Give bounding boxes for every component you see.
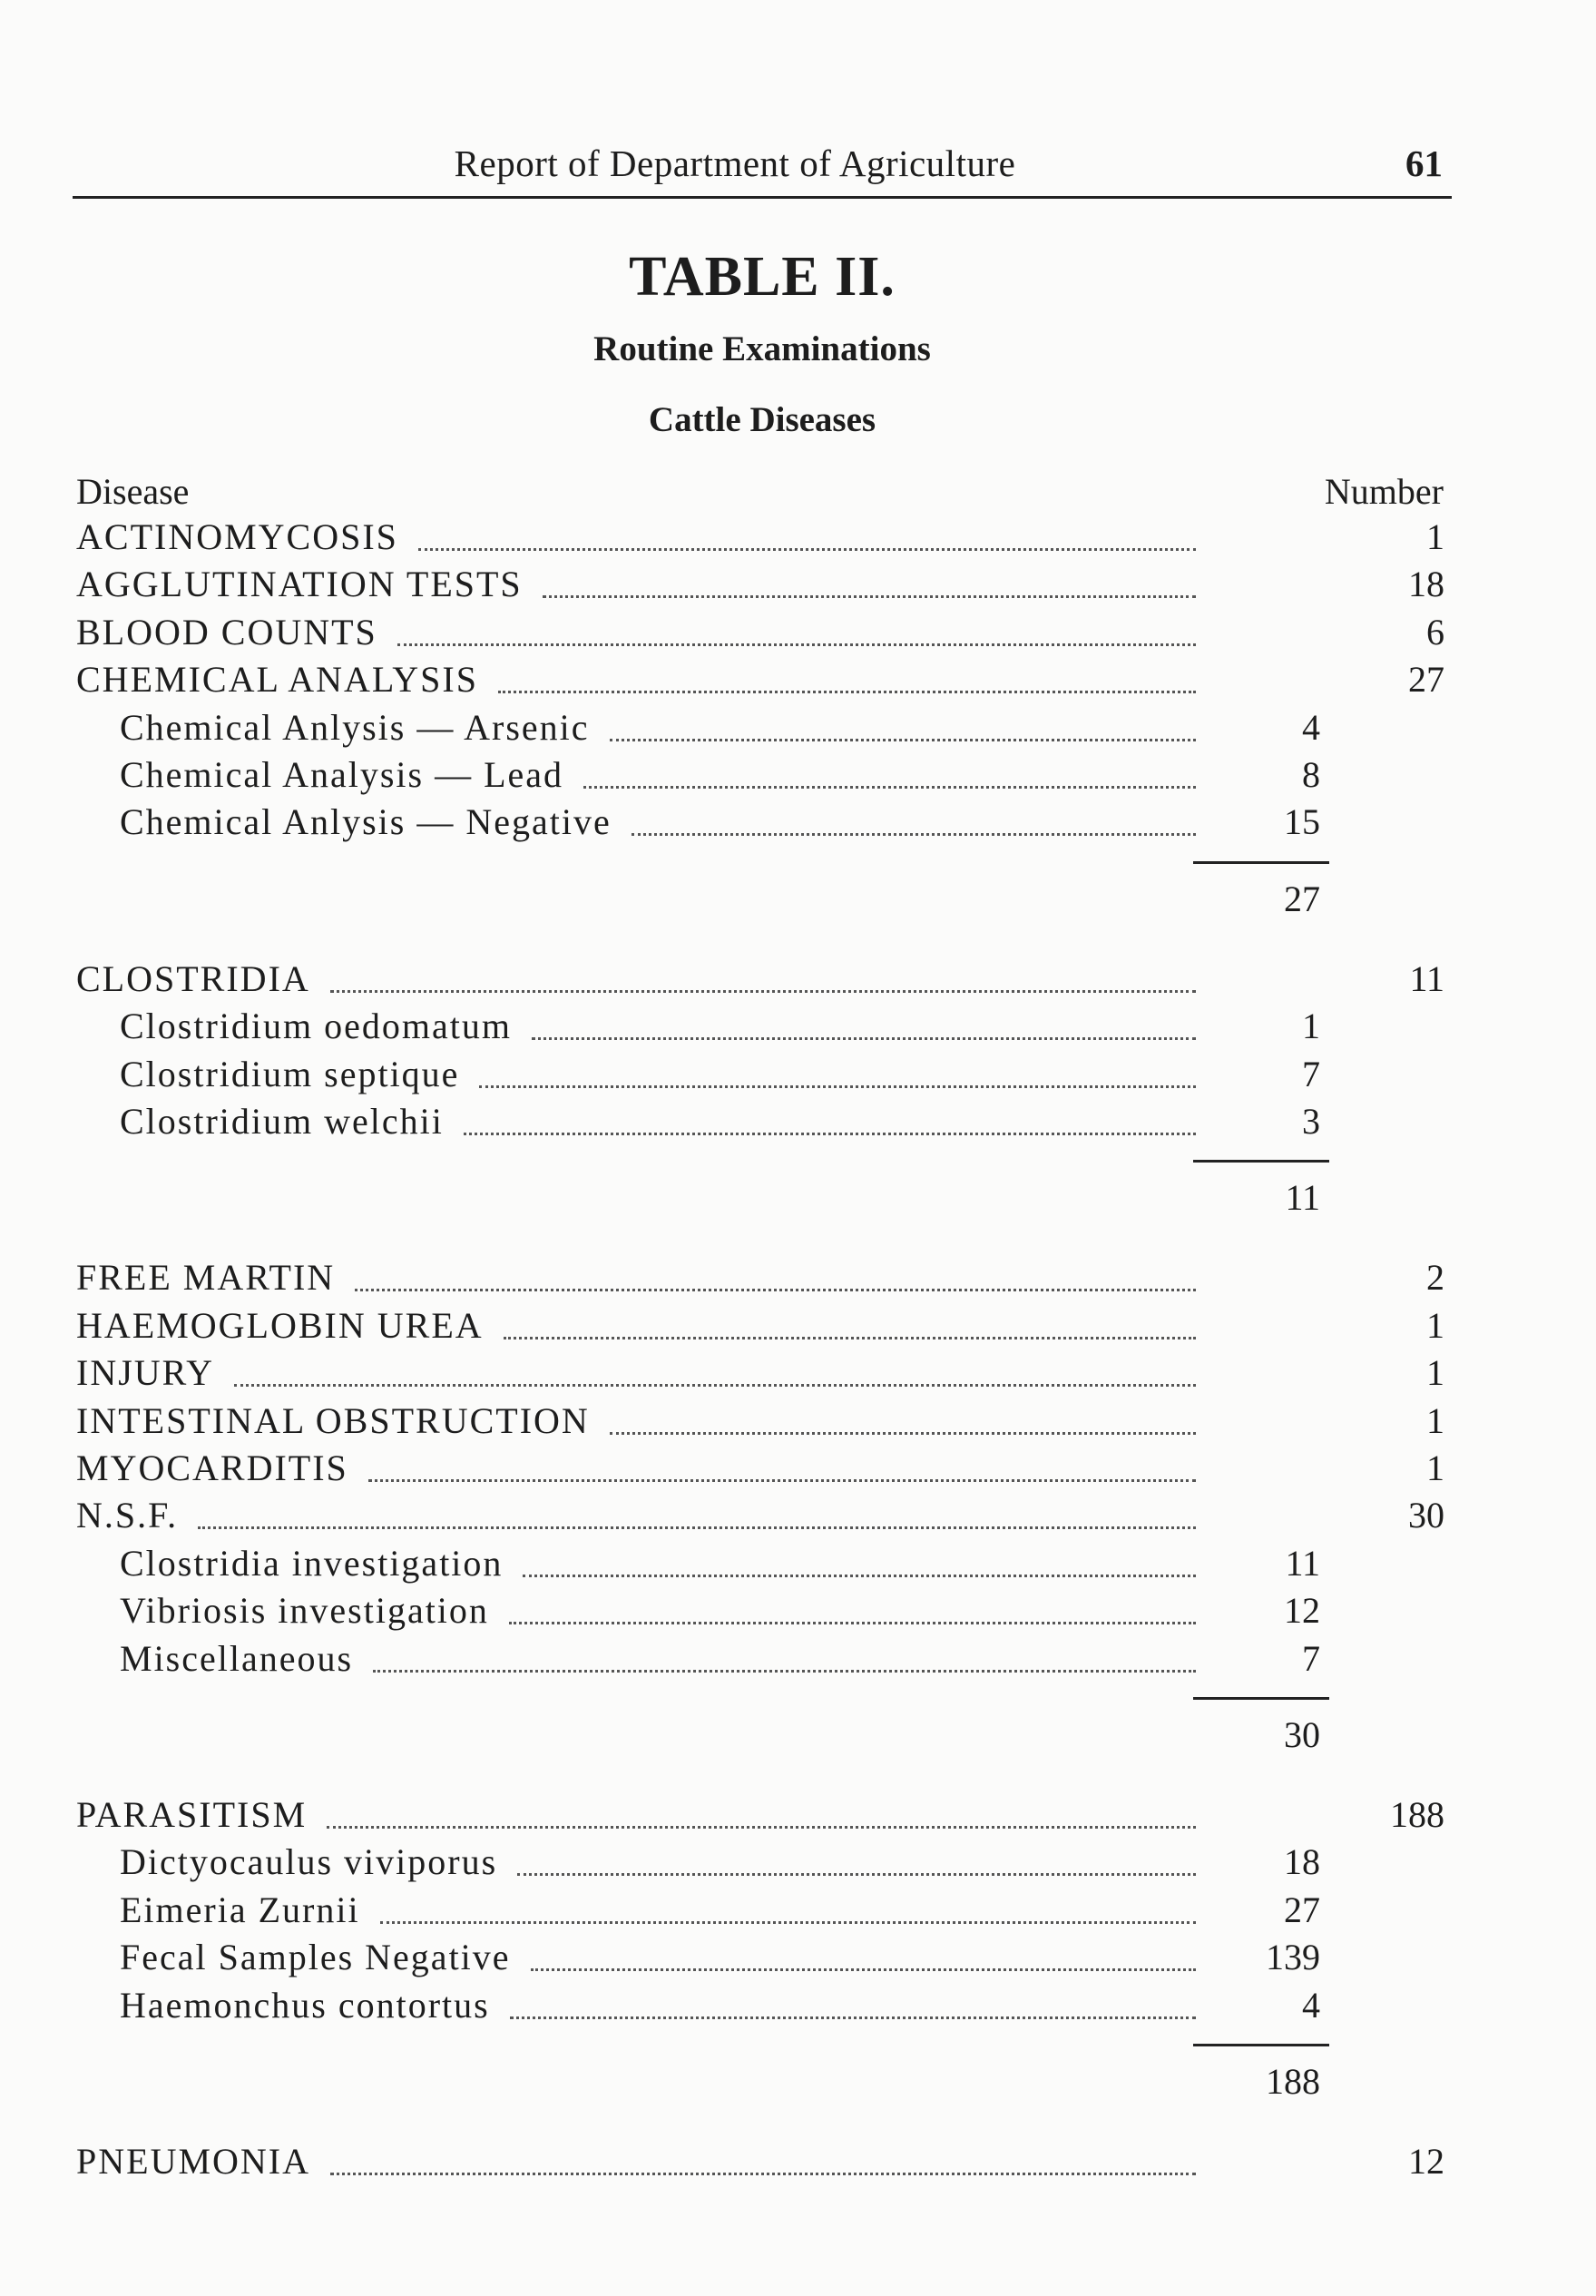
table-section-heading: Cattle Diseases <box>648 400 876 439</box>
table-row <box>76 514 1452 561</box>
table-row <box>76 1349 1452 1397</box>
table-subrow <box>120 1887 1452 1934</box>
table-row <box>76 956 1452 1003</box>
subrow-label: Dictyocaulus viviporus <box>120 1841 498 1883</box>
total-value: 188 <box>1390 1794 1444 1835</box>
table-row <box>76 1302 1452 1349</box>
subrow-label: Clostridia investigation <box>120 1542 504 1584</box>
subtotal-value: 188 <box>1266 2061 1320 2102</box>
dot-leader <box>517 1869 1196 1876</box>
dot-leader <box>531 1965 1196 1971</box>
disease-label: CHEMICAL ANALYSIS <box>76 659 478 701</box>
total-value: 30 <box>1408 1495 1444 1536</box>
subcount-value: 139 <box>1266 1937 1320 1978</box>
subrow-label: Haemonchus contortus <box>120 1984 490 2026</box>
dot-leader <box>368 1476 1196 1482</box>
subrow-label: Miscellaneous <box>120 1637 354 1679</box>
table-subtitle: Routine Examinations <box>593 329 931 368</box>
total-value: 1 <box>1426 1399 1444 1441</box>
table-row <box>76 1791 1452 1839</box>
disease-label: AGGLUTINATION TESTS <box>76 564 523 605</box>
subrow-label: Clostridium oedomatum <box>120 1006 512 1047</box>
table-row <box>76 1254 1452 1301</box>
disease-label: MYOCARDITIS <box>76 1447 348 1488</box>
dot-leader <box>504 1333 1196 1339</box>
subrow-label: Clostridium septique <box>120 1053 460 1094</box>
table-row <box>76 656 1452 703</box>
dot-leader <box>380 1918 1196 1924</box>
dot-leader <box>464 1129 1196 1135</box>
disease-label: HAEMOGLOBIN UREA <box>76 1304 484 1346</box>
dot-leader <box>498 687 1196 693</box>
table-subrow <box>120 1587 1452 1634</box>
subtotal-value: 30 <box>1284 1714 1320 1755</box>
subcount-value: 12 <box>1284 1590 1320 1632</box>
dot-leader <box>510 2013 1196 2019</box>
table-subrow <box>120 1003 1452 1050</box>
subcount-value: 8 <box>1302 754 1320 795</box>
disease-label: N.S.F. <box>76 1495 179 1536</box>
table-subrow <box>120 1051 1452 1098</box>
table-subrow <box>120 751 1452 799</box>
total-value: 1 <box>1426 1352 1444 1394</box>
subcount-value: 1 <box>1302 1006 1320 1047</box>
dot-leader <box>234 1380 1196 1387</box>
total-value: 11 <box>1409 957 1444 999</box>
subcount-value: 18 <box>1284 1841 1320 1883</box>
disease-label: CLOSTRIDIA <box>76 957 310 999</box>
total-value: 18 <box>1408 564 1444 605</box>
dot-leader <box>330 986 1196 993</box>
total-value: 1 <box>1426 1447 1444 1488</box>
table-row <box>76 561 1452 608</box>
table-subrow <box>120 1934 1452 1981</box>
dot-leader <box>583 782 1196 789</box>
total-value: 27 <box>1408 659 1444 701</box>
table-subrow <box>120 1540 1452 1587</box>
total-value: 2 <box>1426 1257 1444 1299</box>
subrow-label: Chemical Anlysis — Arsenic <box>120 706 590 748</box>
table-row <box>76 1398 1452 1445</box>
subtotal-rule <box>1193 861 1329 864</box>
disease-label: INTESTINAL OBSTRUCTION <box>76 1399 590 1441</box>
subrow-label: Chemical Analysis — Lead <box>120 754 564 795</box>
dot-leader <box>355 1285 1196 1291</box>
total-value: 1 <box>1426 1304 1444 1346</box>
dot-leader <box>327 1822 1196 1829</box>
subtotal-rule <box>1193 2044 1329 2046</box>
subrow-label: Eimeria Zurnii <box>120 1889 360 1930</box>
total-value: 12 <box>1408 2141 1444 2182</box>
table-row <box>76 609 1452 656</box>
dot-leader <box>532 1034 1196 1040</box>
column-header-number: Number <box>1324 471 1444 512</box>
total-value: 6 <box>1426 611 1444 652</box>
disease-label: FREE MARTIN <box>76 1257 336 1299</box>
subtotal-value: 11 <box>1285 1177 1320 1219</box>
dot-leader <box>632 829 1196 836</box>
table-subrow <box>120 1098 1452 1145</box>
subcount-value: 15 <box>1284 801 1320 843</box>
total-value: 1 <box>1426 516 1444 557</box>
subcount-value: 7 <box>1302 1637 1320 1679</box>
disease-label: INJURY <box>76 1352 215 1394</box>
table-subrow <box>120 1839 1452 1886</box>
subrow-label: Fecal Samples Negative <box>120 1937 511 1978</box>
disease-label: PNEUMONIA <box>76 2141 310 2182</box>
dot-leader <box>418 545 1196 551</box>
running-title: Report of Department of Agriculture <box>454 142 1016 184</box>
dot-leader <box>509 1618 1196 1624</box>
dot-leader <box>543 592 1196 598</box>
page-number: 61 <box>1405 142 1443 184</box>
table-subrow <box>120 1635 1452 1683</box>
disease-label: PARASITISM <box>76 1794 308 1835</box>
subcount-value: 27 <box>1284 1889 1320 1930</box>
dot-leader <box>610 1428 1196 1435</box>
dot-leader <box>479 1082 1196 1088</box>
dot-leader <box>397 640 1196 646</box>
table-subrow <box>120 1982 1452 2029</box>
dot-leader <box>198 1523 1196 1529</box>
subtotal-rule <box>1193 1160 1329 1163</box>
subcount-value: 3 <box>1302 1101 1320 1142</box>
subtotal-rule <box>1193 1697 1329 1700</box>
dot-leader <box>610 735 1196 741</box>
disease-label: BLOOD COUNTS <box>76 611 377 652</box>
subcount-value: 7 <box>1302 1053 1320 1094</box>
table-row <box>76 1445 1452 1492</box>
dot-leader <box>523 1571 1196 1577</box>
subtotal-value: 27 <box>1284 878 1320 919</box>
table-title: TABLE II. <box>629 246 896 308</box>
subcount-value: 4 <box>1302 706 1320 748</box>
table-row <box>76 1492 1452 1539</box>
table-subrow <box>120 704 1452 751</box>
subcount-value: 4 <box>1302 1984 1320 2026</box>
subrow-label: Chemical Anlysis — Negative <box>120 801 612 843</box>
subcount-value: 11 <box>1285 1542 1320 1584</box>
subrow-label: Vibriosis investigation <box>120 1590 489 1632</box>
disease-label: ACTINOMYCOSIS <box>76 516 398 557</box>
table-row <box>76 2138 1452 2185</box>
column-header-disease: Disease <box>76 471 190 512</box>
table-subrow <box>120 799 1452 846</box>
dot-leader <box>373 1666 1196 1673</box>
subrow-label: Clostridium welchii <box>120 1101 444 1142</box>
dot-leader <box>330 2169 1196 2175</box>
